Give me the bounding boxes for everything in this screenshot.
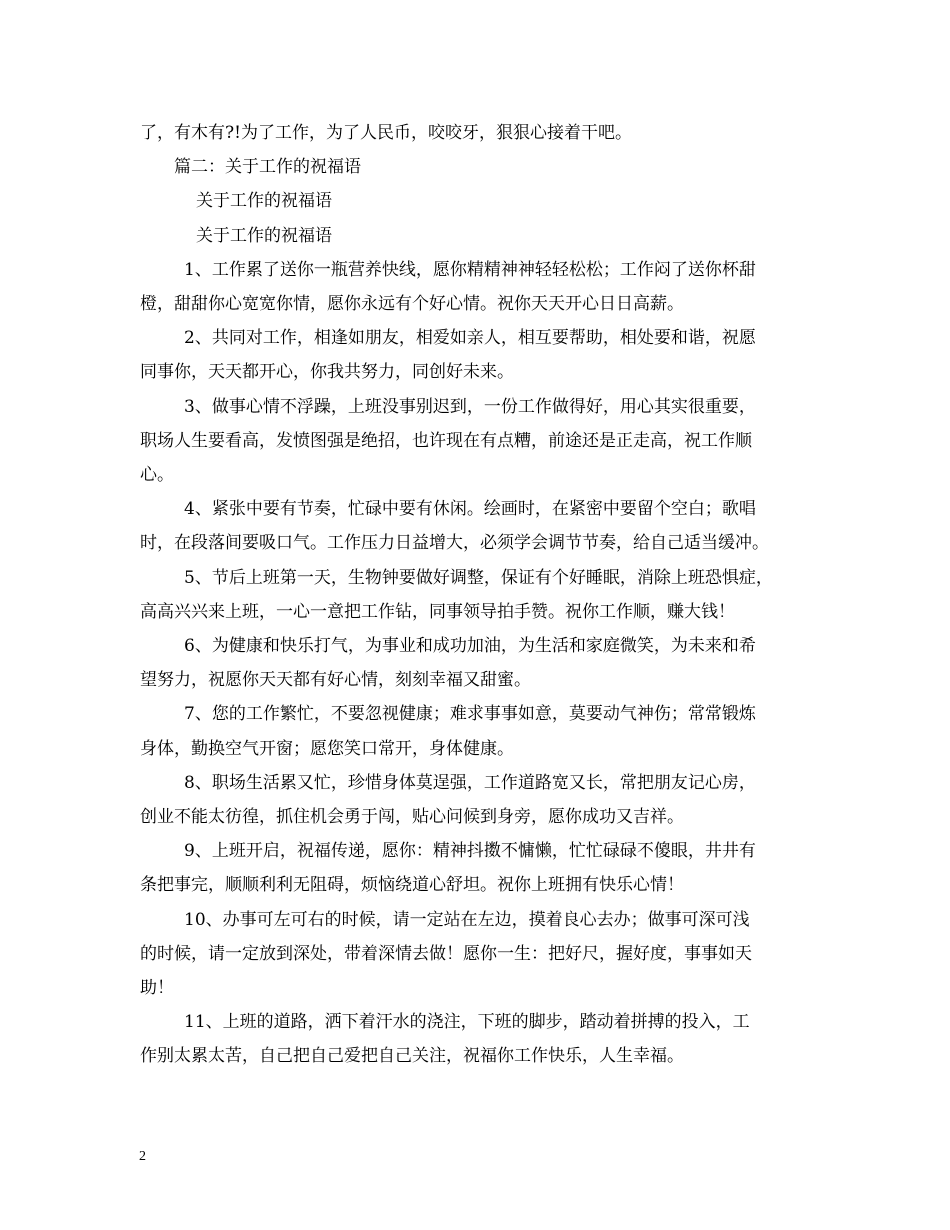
paragraph-first-line: 3、做事心情不浮躁，上班没事别迟到，一份工作做得好，用心其实很重要， [184, 396, 756, 417]
paragraph-line: 职场人生要看高，发愤图强是绝招，也许现在有点糟，前途还是正走高，祝工作顺 [140, 430, 752, 451]
paragraph-first-line: 10、办事可左可右的时候，请一定站在左边，摸着良心去办；做事可深可浅 [184, 909, 750, 930]
subtitle: 关于工作的祝福语 [196, 191, 332, 212]
paragraph-line: 创业不能太彷徨，抓住机会勇于闯，贴心问候到身旁，愿你成功又吉祥。 [140, 807, 684, 828]
page-number: 2 [139, 1149, 146, 1164]
paragraph-line: 时，在段落间要吸口气。工作压力日益增大，必须学会调节节奏，给自己适当缓冲。 [140, 533, 769, 554]
paragraph-first-line: 9、上班开启，祝福传递，愿你：精神抖擞不慵懒，忙忙碌碌不傻眼，井井有 [184, 841, 756, 862]
paragraph-line: 高高兴兴来上班，一心一意把工作钻，同事领导拍手赞。祝你工作顺，赚大钱！ [140, 601, 735, 622]
paragraph-first-line: 11、上班的道路，洒下着汗水的浇注，下班的脚步，踏动着拼搏的投入，工 [184, 1012, 750, 1033]
paragraph-line: 助！ [140, 978, 174, 999]
paragraph-line: 望努力，祝愿你天天都有好心情，刻刻幸福又甜蜜。 [140, 670, 531, 691]
paragraph-first-line: 7、您的工作繁忙，不要忽视健康；难求事事如意，莫要动气神伤；常常锻炼 [184, 704, 756, 725]
paragraph-first-line: 2、共同对工作，相逢如朋友，相爱如亲人，相互要帮助，相处要和谐，祝愿 [184, 328, 756, 349]
paragraph-line: 条把事完，顺顺利利无阻碍，烦恼绕道心舒坦。祝你上班拥有快乐心情！ [140, 875, 684, 896]
paragraph-first-line: 4、紧张中要有节奏，忙碌中要有休闲。绘画时，在紧密中要留个空白；歌唱 [184, 499, 756, 520]
paragraph-line: 心。 [140, 465, 174, 486]
paragraph-first-line: 5、节后上班第一天，生物钟要做好调整，保证有个好睡眠，消除上班恐惧症， [184, 567, 773, 588]
paragraph-line: 身体，勤换空气开窗；愿您笑口常开，身体健康。 [140, 738, 514, 759]
section-heading: 篇二：关于工作的祝福语 [174, 157, 361, 178]
paragraph-first-line: 6、为健康和快乐打气，为事业和成功加油，为生活和家庭微笑，为未来和希 [184, 636, 756, 657]
paragraph-line: 作别太累太苦，自己把自己爱把自己关注，祝福你工作快乐，人生幸福。 [140, 1046, 684, 1067]
document-body [140, 116, 815, 1074]
paragraph-line: 的时候，请一定放到深处，带着深情去做！愿你一生：把好尺，握好度，事事如天 [140, 943, 752, 964]
paragraph-first-line: 8、职场生活累又忙，珍惜身体莫逞强，工作道路宽又长，常把朋友记心房， [184, 772, 756, 793]
paragraph-line: 橙，甜甜你心宽宽你情，愿你永远有个好心情。祝你天天开心日日高薪。 [140, 294, 684, 315]
paragraph-first-line: 1、工作累了送你一瓶营养快线，愿你精精神神轻轻松松；工作闷了送你杯甜 [184, 259, 756, 280]
text-line: 了，有木有?!为了工作，为了人民币，咬咬牙，狠狠心接着干吧。 [140, 123, 632, 143]
paragraph-line: 同事你，天天都开心，你我共努力，同创好未来。 [140, 362, 514, 383]
subtitle: 关于工作的祝福语 [196, 225, 332, 246]
